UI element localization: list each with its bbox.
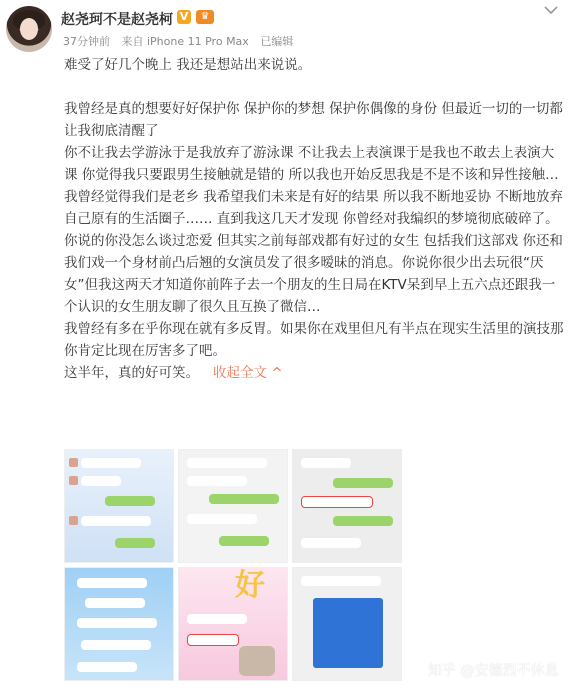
post-line: 我曾经是真的想要好好保护你 保护你的梦想 保护你偶像的身份 但最近一切的一切都让我彻底清醒了 [64,101,563,139]
verified-v-icon: V [177,10,191,24]
post-last-line [64,362,564,384]
chat-screenshot-thumbnail[interactable] [64,567,174,681]
hao-sticker-text: 好 [235,568,265,603]
post-line: 我曾经觉得我们是老乡 我希望我们未来是有好的结果 所以我不断地妥协 不断地放弃自己原有的生活圈子…… 直到我这几天才发现 你曾经对我编织的梦境彻底破碎了。 [64,189,563,227]
avatar[interactable] [6,6,52,52]
post-line: 你说的你没怎么谈过恋爱 但其实之前每部戏都有好过的女生 包括我们这部戏 你还和我们戏一个身材前凸后翘的女演员发了很多暧昧的消息。你说你很少出去玩很“厌女”但我这两天才知道你前阵子去一个朋友的生日局在KTV呆到早上五六点还跟我一个认识的女生朋友聊了很久且互换了微信… [64,233,563,315]
post-line: 我曾经有多在乎你现在就有多反胃。如果你在戏里但凡有半点在现实生活里的演技那你肯定比现在厉害多了吧。 [64,321,564,359]
post-content [64,54,564,384]
post-meta [63,33,301,49]
chevron-up-icon: ^ [271,365,283,381]
chat-screenshot-thumbnail[interactable] [178,449,288,563]
avatar-face [20,18,38,40]
chat-screenshot-thumbnail[interactable] [178,567,288,681]
post-source: 来自 iPhone 11 Pro Max [121,35,249,48]
collapse-button[interactable] [213,365,283,381]
post-header [0,0,573,56]
post-time[interactable]: 37分钟前 [63,35,110,48]
collapse-label: 收起全文 [213,365,267,381]
chat-screenshot-thumbnail[interactable] [64,449,174,563]
edited-label[interactable]: 已编辑 [260,35,294,48]
chat-screenshot-thumbnail[interactable] [292,567,402,681]
post-line: 难受了好几个晚上 我还是想站出来说说。 [64,57,312,73]
username[interactable]: 赵尧珂不是赵尧柯 [61,12,173,28]
zhihu-watermark: 知乎 @安德烈不休息 [428,663,559,679]
chat-screenshot-thumbnail[interactable] [292,449,402,563]
crown-icon: ♛ [196,10,214,24]
post-line: 这半年，真的好可笑。 [64,365,199,381]
chevron-down-icon[interactable] [544,5,564,17]
post-line: 你不让我去学游泳于是我放弃了游泳课 不让我去上表演课于是我也不敢去上表演大课 你觉得我只要跟男生接触就是错的 所以我也开始反思我是不是不该和异性接触… [64,145,559,183]
